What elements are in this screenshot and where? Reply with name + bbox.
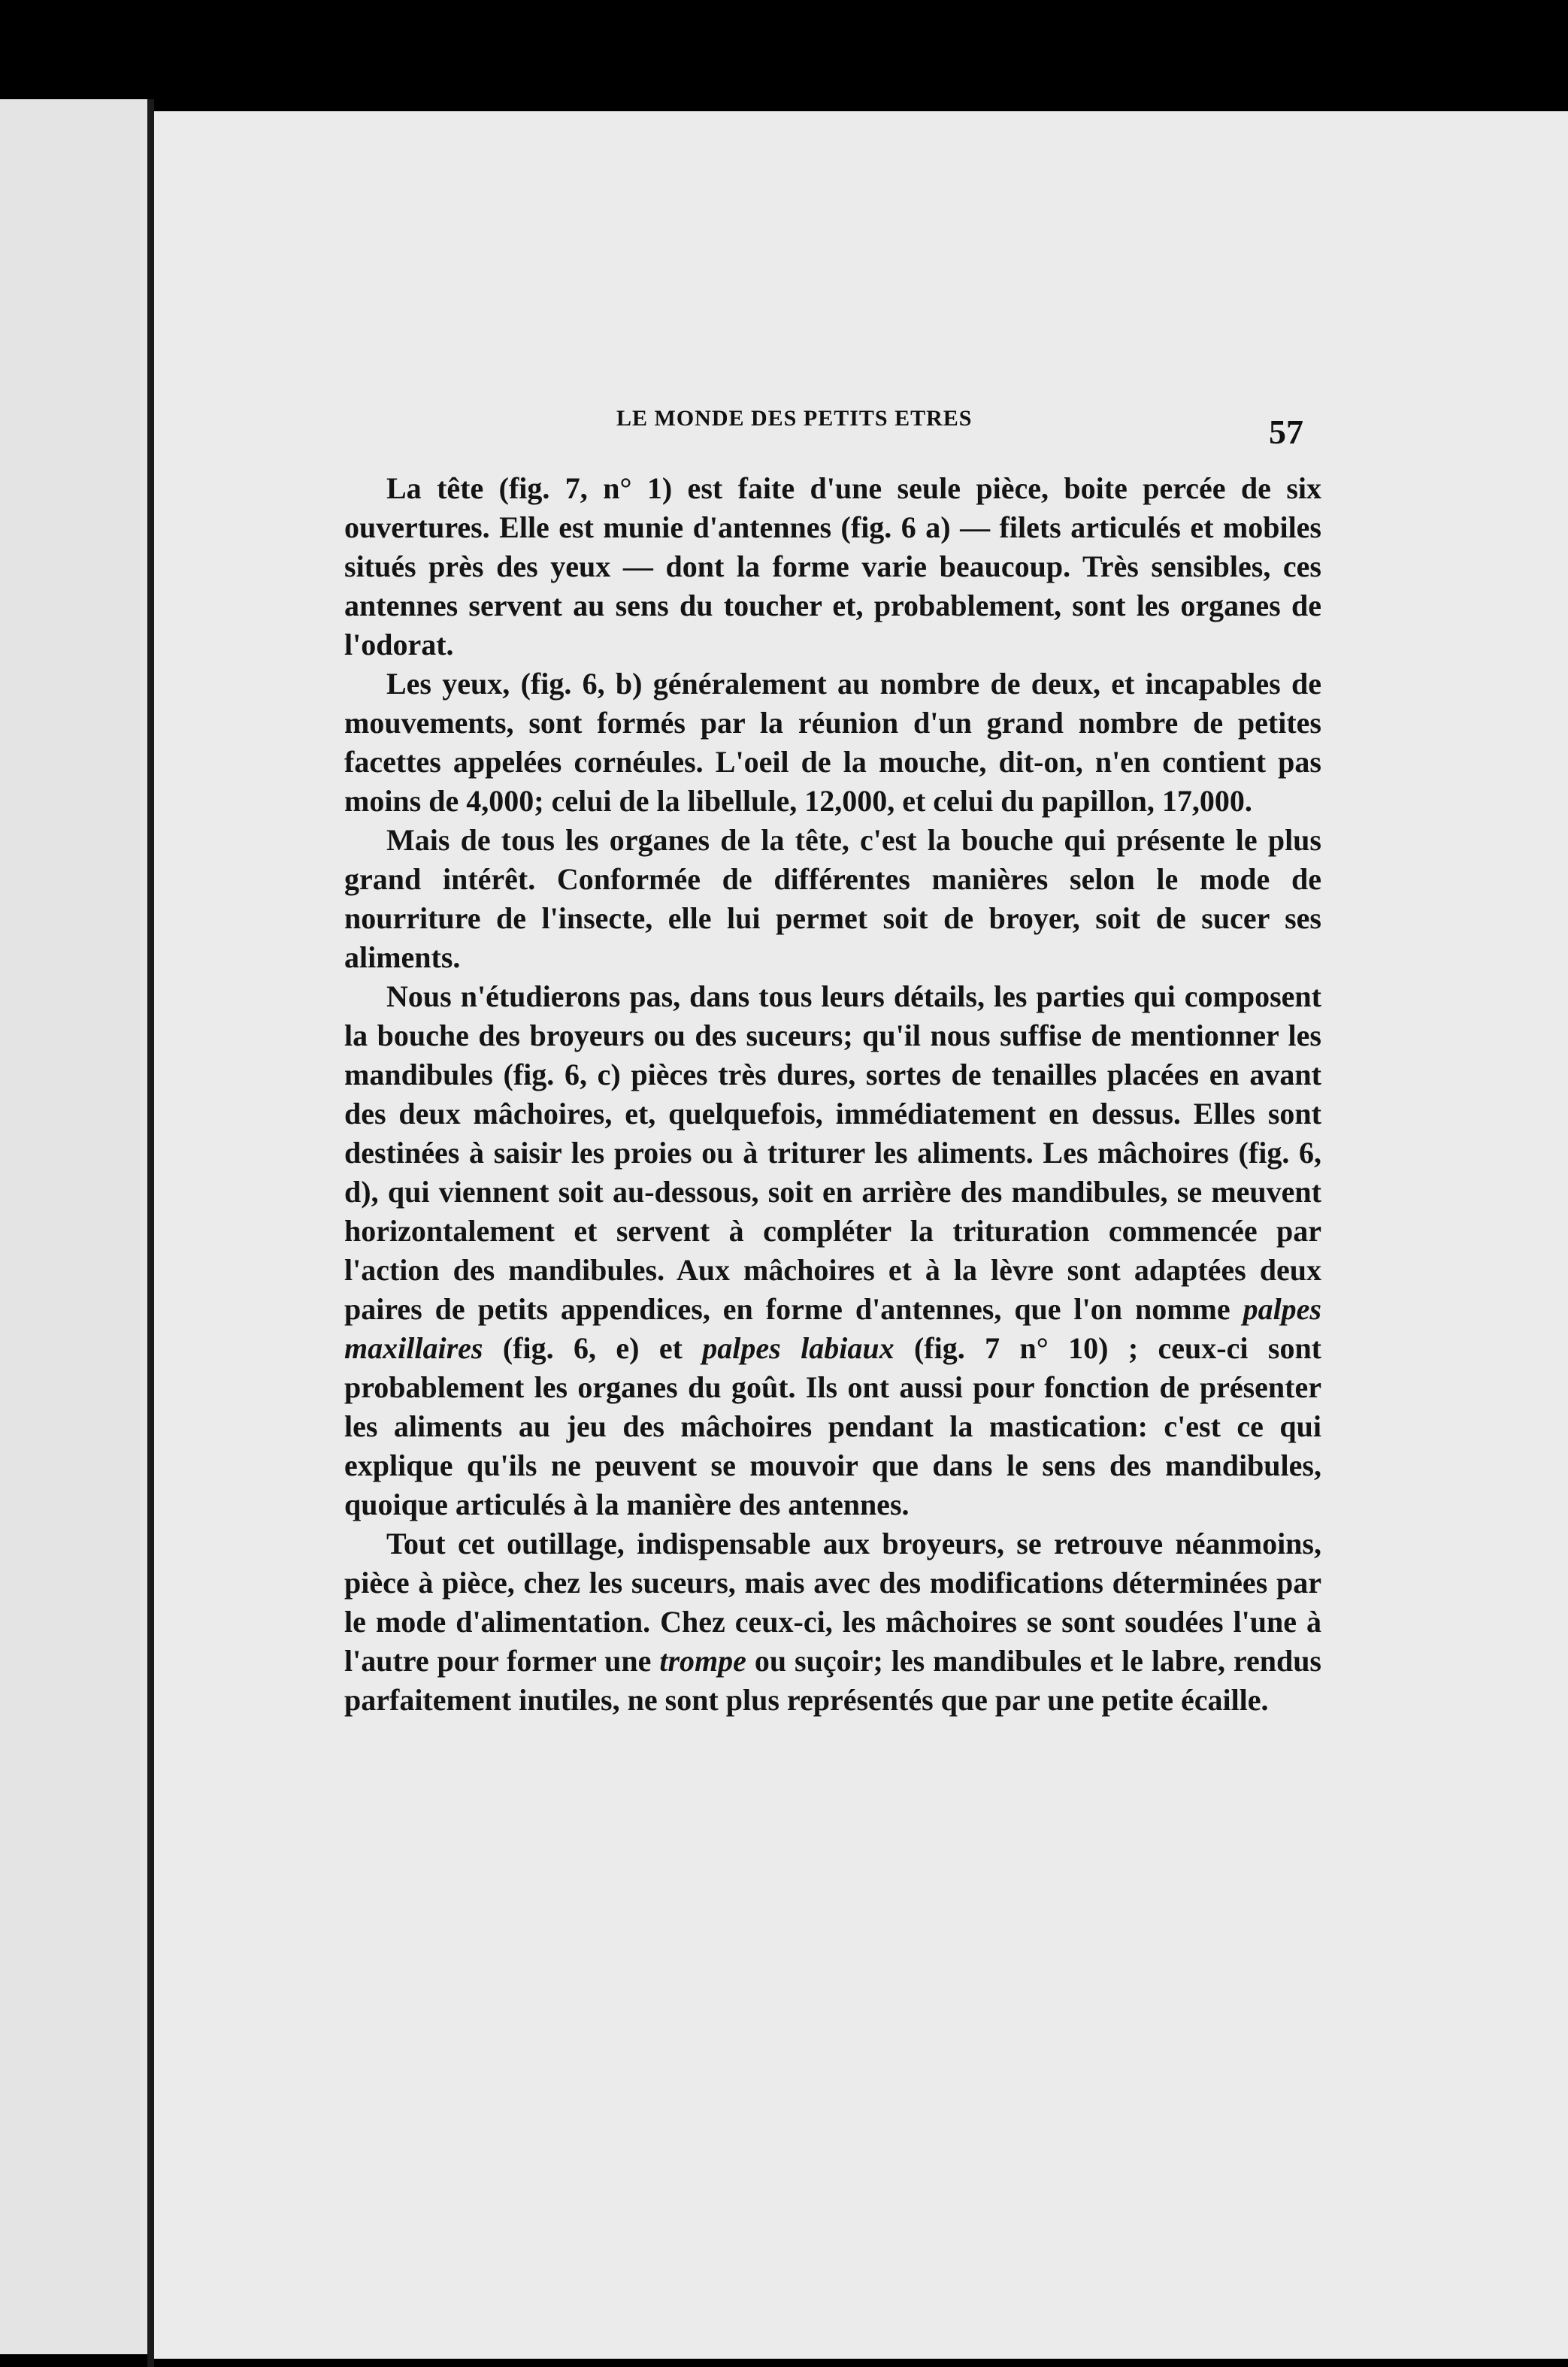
text-segment: ou suçoir; les mandibules et le labre, rendus parfaitement inutiles, ne sont plus représentés que par une petite écaille.: [344, 1644, 1322, 1717]
running-title: LE MONDE DES PETITS ETRES: [616, 406, 973, 431]
text-segment: Les yeux, (fig. 6, b) généralement au nombre de deux, et incapables de mouvements, sont formés par la réunion d'un grand nombre de petites facettes appelées cornéules. L'oeil de la mouche, dit-on, n'en contient pas moins de 4,000; celui de la libellule, 12,000, et celui du papillon, 17,000.: [344, 667, 1321, 818]
page-number: 57: [1269, 413, 1303, 451]
italic-term: palpes maxillaires: [344, 1292, 1321, 1365]
paragraph-eyes: [344, 664, 1321, 821]
paragraph-head: [344, 469, 1321, 664]
text-segment: Mais de tous les organes de la tête, c'est la bouche qui présente le plus grand intérêt. Conformée de différentes manières selon le mode de nourriture de l'insecte, elle lui permet soit de broyer, soit de sucer ses aliments.: [344, 823, 1321, 974]
facing-page-edge: [0, 99, 149, 2354]
italic-term: palpes labiaux: [702, 1331, 894, 1365]
text-segment: Tout cet outillage, indispensable aux broyeurs, se retrouve néanmoins, pièce à pièce, chez les suceurs, mais avec des modifications déterminées par le mode d'alimentation. Chez ceux-ci, les mâchoires se sont soudées l'une à l'autre pour former une: [344, 1527, 1321, 1678]
text-segment: (fig. 7 n° 10) ; ceux-ci sont probablement les organes du goût. Ils ont aussi pour fonction de présenter les aliments au jeu des mâchoires pendant la mastication: c'est ce qui explique qu'ils ne peuvent se mouvoir que dans le sens des mandibules, quoique articulés à la manière des antennes.: [344, 1331, 1322, 1521]
body-text: [344, 469, 1321, 1720]
text-segment: Nous n'étudierons pas, dans tous leurs détails, les parties qui composent la bouche des broyeurs ou des suceurs; qu'il nous suffise de mentionner les mandibules (fig. 6, c) pièces très dures, sortes de tenailles placées en avant des deux mâchoires, et, quelquefois, immédiatement en dessus. Elles sont destinées à saisir les proies ou à triturer les aliments. Les mâchoires (fig. 6, d), qui viennent soit au-dessous, soit en arrière des mandibules, se meuvent horizontalement et servent à compléter la trituration commencée par l'action des mandibules. Aux mâchoires et à la lèvre sont adaptées deux paires de petits appendices, en forme d'antennes, que l'on nomme: [344, 979, 1321, 1326]
text-segment: La tête (fig. 7, n° 1) est faite d'une seule pièce, boite percée de six ouvertures. Elle est munie d'antennes (fig. 6 a) — filets articulés et mobiles situés près des yeux — dont la forme varie beaucoup. Très sensibles, ces antennes servent au sens du toucher et, probablement, sont les organes de l'odorat.: [344, 471, 1321, 661]
text-segment: (fig. 6, e) et: [483, 1331, 703, 1365]
book-spine-shadow: [147, 99, 154, 2367]
paragraph-mouth: [344, 821, 1321, 977]
paragraph-suckers: [344, 1524, 1321, 1720]
italic-term: trompe: [659, 1644, 746, 1678]
paragraph-mandibles: [344, 977, 1321, 1524]
